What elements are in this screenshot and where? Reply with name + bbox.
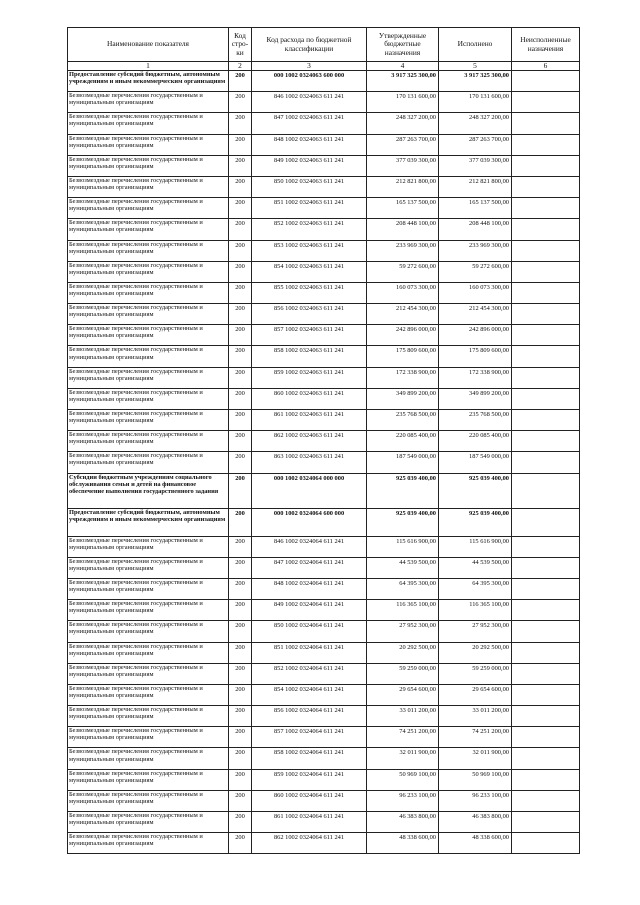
table-row xyxy=(68,769,580,790)
table-row xyxy=(68,71,580,92)
table-row xyxy=(68,176,580,197)
table-row xyxy=(68,325,580,346)
row-approved-cell: 50 969 100,00 xyxy=(367,769,439,790)
row-name-cell: Безвозмездные перечисления государственным и муниципальным организациям xyxy=(68,748,229,769)
row-executed-cell: 20 292 500,00 xyxy=(439,642,512,663)
row-executed-cell: 3 917 325 300,00 xyxy=(439,71,512,92)
table-row xyxy=(68,578,580,599)
row-executed-cell: 233 969 300,00 xyxy=(439,240,512,261)
row-kbk-cell: 858 1002 0324064 611 241 xyxy=(252,748,367,769)
row-code-cell: 200 xyxy=(229,473,252,508)
column-number: 5 xyxy=(439,62,512,71)
row-approved-cell: 242 896 000,00 xyxy=(367,325,439,346)
table-row xyxy=(68,240,580,261)
row-executed-cell: 48 338 600,00 xyxy=(439,833,512,854)
row-unexecuted-cell xyxy=(512,600,580,621)
row-executed-cell: 165 137 500,00 xyxy=(439,198,512,219)
row-approved-cell: 20 292 500,00 xyxy=(367,642,439,663)
row-unexecuted-cell xyxy=(512,71,580,92)
row-kbk-cell: 848 1002 0324064 611 241 xyxy=(252,578,367,599)
row-unexecuted-cell xyxy=(512,198,580,219)
report-page xyxy=(67,27,579,854)
table-row xyxy=(68,473,580,508)
table-row xyxy=(68,812,580,833)
row-code-cell: 200 xyxy=(229,642,252,663)
row-name-cell: Безвозмездные перечисления государственным и муниципальным организациям xyxy=(68,92,229,113)
row-code-cell: 200 xyxy=(229,600,252,621)
row-approved-cell: 59 259 000,00 xyxy=(367,663,439,684)
row-code-cell: 200 xyxy=(229,536,252,557)
row-unexecuted-cell xyxy=(512,261,580,282)
row-code-cell: 200 xyxy=(229,71,252,92)
row-code-cell: 200 xyxy=(229,578,252,599)
row-approved-cell: 212 454 300,00 xyxy=(367,304,439,325)
table-row xyxy=(68,219,580,240)
row-name-cell: Безвозмездные перечисления государственным и муниципальным организациям xyxy=(68,684,229,705)
row-name-cell: Безвозмездные перечисления государственным и муниципальным организациям xyxy=(68,113,229,134)
table-row xyxy=(68,282,580,303)
row-code-cell: 200 xyxy=(229,410,252,431)
row-unexecuted-cell xyxy=(512,748,580,769)
row-unexecuted-cell xyxy=(512,663,580,684)
column-number: 2 xyxy=(229,62,252,71)
header-kbk: Код расхода по бюджетной классификации xyxy=(252,28,367,62)
row-name-cell: Безвозмездные перечисления государственным и муниципальным организациям xyxy=(68,621,229,642)
row-approved-cell: 170 131 600,00 xyxy=(367,92,439,113)
column-number: 6 xyxy=(512,62,580,71)
row-executed-cell: 96 233 100,00 xyxy=(439,790,512,811)
row-kbk-cell: 859 1002 0324063 611 241 xyxy=(252,367,367,388)
row-unexecuted-cell xyxy=(512,219,580,240)
row-kbk-cell: 858 1002 0324063 611 241 xyxy=(252,346,367,367)
table-row xyxy=(68,198,580,219)
row-name-cell: Безвозмездные перечисления государственным и муниципальным организациям xyxy=(68,176,229,197)
row-kbk-cell: 851 1002 0324063 611 241 xyxy=(252,198,367,219)
row-unexecuted-cell xyxy=(512,346,580,367)
row-approved-cell: 165 137 500,00 xyxy=(367,198,439,219)
table-row xyxy=(68,261,580,282)
row-kbk-cell: 849 1002 0324064 611 241 xyxy=(252,600,367,621)
row-unexecuted-cell xyxy=(512,113,580,134)
budget-execution-table xyxy=(67,27,580,854)
table-row xyxy=(68,748,580,769)
row-name-cell: Безвозмездные перечисления государственным и муниципальным организациям xyxy=(68,663,229,684)
row-code-cell: 200 xyxy=(229,621,252,642)
row-approved-cell: 96 233 100,00 xyxy=(367,790,439,811)
row-name-cell: Субсидии бюджетным учреждениям социального обслуживания семьи и детей на финансовое обеспечение выполнения государственного задания xyxy=(68,473,229,508)
row-executed-cell: 44 539 500,00 xyxy=(439,557,512,578)
header-approved: Утвержденные бюджетные назначения xyxy=(367,28,439,62)
row-executed-cell: 248 327 200,00 xyxy=(439,113,512,134)
row-code-cell: 200 xyxy=(229,176,252,197)
row-code-cell: 200 xyxy=(229,92,252,113)
row-unexecuted-cell xyxy=(512,684,580,705)
row-code-cell: 200 xyxy=(229,812,252,833)
row-unexecuted-cell xyxy=(512,325,580,346)
row-kbk-cell: 000 1002 0324064 000 000 xyxy=(252,473,367,508)
row-executed-cell: 59 259 000,00 xyxy=(439,663,512,684)
row-code-cell: 200 xyxy=(229,727,252,748)
row-code-cell: 200 xyxy=(229,282,252,303)
row-executed-cell: 925 039 400,00 xyxy=(439,508,512,536)
row-code-cell: 200 xyxy=(229,304,252,325)
row-approved-cell: 248 327 200,00 xyxy=(367,113,439,134)
row-approved-cell: 208 448 100,00 xyxy=(367,219,439,240)
table-row xyxy=(68,663,580,684)
row-kbk-cell: 000 1002 0324064 600 000 xyxy=(252,508,367,536)
row-unexecuted-cell xyxy=(512,155,580,176)
row-executed-cell: 235 768 500,00 xyxy=(439,410,512,431)
table-row xyxy=(68,727,580,748)
row-unexecuted-cell xyxy=(512,769,580,790)
row-kbk-cell: 862 1002 0324064 611 241 xyxy=(252,833,367,854)
row-unexecuted-cell xyxy=(512,706,580,727)
row-name-cell: Безвозмездные перечисления государственным и муниципальным организациям xyxy=(68,578,229,599)
header-code: Код стро-ки xyxy=(229,28,252,62)
row-code-cell: 200 xyxy=(229,155,252,176)
column-number: 1 xyxy=(68,62,229,71)
row-code-cell: 200 xyxy=(229,769,252,790)
row-executed-cell: 160 073 300,00 xyxy=(439,282,512,303)
row-executed-cell: 172 338 900,00 xyxy=(439,367,512,388)
row-executed-cell: 115 616 900,00 xyxy=(439,536,512,557)
row-code-cell: 200 xyxy=(229,748,252,769)
row-unexecuted-cell xyxy=(512,452,580,473)
row-kbk-cell: 850 1002 0324063 611 241 xyxy=(252,176,367,197)
table-row xyxy=(68,600,580,621)
row-approved-cell: 74 251 200,00 xyxy=(367,727,439,748)
row-name-cell: Безвозмездные перечисления государственным и муниципальным организациям xyxy=(68,452,229,473)
row-approved-cell: 377 039 300,00 xyxy=(367,155,439,176)
table-row xyxy=(68,431,580,452)
row-code-cell: 200 xyxy=(229,508,252,536)
table-row xyxy=(68,92,580,113)
row-executed-cell: 32 011 900,00 xyxy=(439,748,512,769)
row-unexecuted-cell xyxy=(512,304,580,325)
row-executed-cell: 59 272 600,00 xyxy=(439,261,512,282)
row-approved-cell: 33 011 200,00 xyxy=(367,706,439,727)
table-row xyxy=(68,346,580,367)
row-approved-cell: 48 338 600,00 xyxy=(367,833,439,854)
row-approved-cell: 3 917 325 300,00 xyxy=(367,71,439,92)
row-name-cell: Безвозмездные перечисления государственным и муниципальным организациям xyxy=(68,367,229,388)
row-name-cell: Предоставление субсидий бюджетным, автономным учреждениям и иным некоммерческим организациям xyxy=(68,71,229,92)
row-approved-cell: 160 073 300,00 xyxy=(367,282,439,303)
row-name-cell: Безвозмездные перечисления государственным и муниципальным организациям xyxy=(68,134,229,155)
row-kbk-cell: 860 1002 0324064 611 241 xyxy=(252,790,367,811)
row-kbk-cell: 856 1002 0324064 611 241 xyxy=(252,706,367,727)
row-executed-cell: 212 454 300,00 xyxy=(439,304,512,325)
row-unexecuted-cell xyxy=(512,727,580,748)
row-name-cell: Безвозмездные перечисления государственным и муниципальным организациям xyxy=(68,812,229,833)
table-row xyxy=(68,508,580,536)
row-code-cell: 200 xyxy=(229,134,252,155)
row-name-cell: Безвозмездные перечисления государственным и муниципальным организациям xyxy=(68,240,229,261)
row-approved-cell: 287 263 700,00 xyxy=(367,134,439,155)
table-row xyxy=(68,410,580,431)
row-name-cell: Безвозмездные перечисления государственным и муниципальным организациям xyxy=(68,833,229,854)
row-name-cell: Предоставление субсидий бюджетным, автономным учреждениям и иным некоммерческим организациям xyxy=(68,508,229,536)
row-kbk-cell: 847 1002 0324064 611 241 xyxy=(252,557,367,578)
row-code-cell: 200 xyxy=(229,113,252,134)
row-name-cell: Безвозмездные перечисления государственным и муниципальным организациям xyxy=(68,304,229,325)
row-executed-cell: 175 809 600,00 xyxy=(439,346,512,367)
row-name-cell: Безвозмездные перечисления государственным и муниципальным организациям xyxy=(68,155,229,176)
row-executed-cell: 64 395 300,00 xyxy=(439,578,512,599)
row-unexecuted-cell xyxy=(512,557,580,578)
row-code-cell: 200 xyxy=(229,346,252,367)
table-row xyxy=(68,642,580,663)
row-code-cell: 200 xyxy=(229,261,252,282)
row-approved-cell: 212 821 800,00 xyxy=(367,176,439,197)
row-approved-cell: 235 768 500,00 xyxy=(367,410,439,431)
row-approved-cell: 172 338 900,00 xyxy=(367,367,439,388)
row-approved-cell: 46 383 800,00 xyxy=(367,812,439,833)
row-kbk-cell: 846 1002 0324064 611 241 xyxy=(252,536,367,557)
row-kbk-cell: 856 1002 0324063 611 241 xyxy=(252,304,367,325)
row-unexecuted-cell xyxy=(512,282,580,303)
row-approved-cell: 925 039 400,00 xyxy=(367,473,439,508)
row-name-cell: Безвозмездные перечисления государственным и муниципальным организациям xyxy=(68,536,229,557)
row-name-cell: Безвозмездные перечисления государственным и муниципальным организациям xyxy=(68,727,229,748)
row-kbk-cell: 861 1002 0324064 611 241 xyxy=(252,812,367,833)
row-unexecuted-cell xyxy=(512,92,580,113)
row-unexecuted-cell xyxy=(512,578,580,599)
row-executed-cell: 74 251 200,00 xyxy=(439,727,512,748)
table-row xyxy=(68,536,580,557)
row-code-cell: 200 xyxy=(229,452,252,473)
row-approved-cell: 27 952 300,00 xyxy=(367,621,439,642)
row-name-cell: Безвозмездные перечисления государственным и муниципальным организациям xyxy=(68,642,229,663)
row-kbk-cell: 859 1002 0324064 611 241 xyxy=(252,769,367,790)
row-kbk-cell: 861 1002 0324063 611 241 xyxy=(252,410,367,431)
row-kbk-cell: 848 1002 0324063 611 241 xyxy=(252,134,367,155)
row-executed-cell: 50 969 100,00 xyxy=(439,769,512,790)
row-code-cell: 200 xyxy=(229,706,252,727)
row-unexecuted-cell xyxy=(512,410,580,431)
row-executed-cell: 170 131 600,00 xyxy=(439,92,512,113)
row-unexecuted-cell xyxy=(512,508,580,536)
row-name-cell: Безвозмездные перечисления государственным и муниципальным организациям xyxy=(68,282,229,303)
row-approved-cell: 925 039 400,00 xyxy=(367,508,439,536)
row-name-cell: Безвозмездные перечисления государственным и муниципальным организациям xyxy=(68,325,229,346)
row-executed-cell: 116 365 100,00 xyxy=(439,600,512,621)
row-executed-cell: 208 448 100,00 xyxy=(439,219,512,240)
row-executed-cell: 220 085 400,00 xyxy=(439,431,512,452)
row-approved-cell: 187 549 000,00 xyxy=(367,452,439,473)
row-name-cell: Безвозмездные перечисления государственным и муниципальным организациям xyxy=(68,431,229,452)
row-kbk-cell: 854 1002 0324064 611 241 xyxy=(252,684,367,705)
row-unexecuted-cell xyxy=(512,367,580,388)
row-unexecuted-cell xyxy=(512,388,580,409)
table-row xyxy=(68,833,580,854)
row-approved-cell: 64 395 300,00 xyxy=(367,578,439,599)
row-code-cell: 200 xyxy=(229,240,252,261)
row-name-cell: Безвозмездные перечисления государственным и муниципальным организациям xyxy=(68,198,229,219)
row-approved-cell: 115 616 900,00 xyxy=(367,536,439,557)
row-kbk-cell: 000 1002 0324063 600 000 xyxy=(252,71,367,92)
row-kbk-cell: 853 1002 0324063 611 241 xyxy=(252,240,367,261)
table-row xyxy=(68,557,580,578)
row-executed-cell: 46 383 800,00 xyxy=(439,812,512,833)
row-code-cell: 200 xyxy=(229,684,252,705)
row-unexecuted-cell xyxy=(512,536,580,557)
row-kbk-cell: 855 1002 0324063 611 241 xyxy=(252,282,367,303)
row-kbk-cell: 852 1002 0324064 611 241 xyxy=(252,663,367,684)
column-number-row xyxy=(68,62,580,71)
column-number: 3 xyxy=(252,62,367,71)
row-code-cell: 200 xyxy=(229,431,252,452)
row-approved-cell: 349 899 200,00 xyxy=(367,388,439,409)
row-name-cell: Безвозмездные перечисления государственным и муниципальным организациям xyxy=(68,769,229,790)
row-approved-cell: 220 085 400,00 xyxy=(367,431,439,452)
row-code-cell: 200 xyxy=(229,663,252,684)
row-name-cell: Безвозмездные перечисления государственным и муниципальным организациям xyxy=(68,388,229,409)
header-executed: Исполнено xyxy=(439,28,512,62)
row-name-cell: Безвозмездные перечисления государственным и муниципальным организациям xyxy=(68,346,229,367)
row-unexecuted-cell xyxy=(512,833,580,854)
row-kbk-cell: 851 1002 0324064 611 241 xyxy=(252,642,367,663)
table-header-row xyxy=(68,28,580,62)
row-name-cell: Безвозмездные перечисления государственным и муниципальным организациям xyxy=(68,790,229,811)
header-unexecuted: Неисполненные назначения xyxy=(512,28,580,62)
row-kbk-cell: 849 1002 0324063 611 241 xyxy=(252,155,367,176)
row-executed-cell: 377 039 300,00 xyxy=(439,155,512,176)
row-code-cell: 200 xyxy=(229,198,252,219)
table-row xyxy=(68,790,580,811)
row-executed-cell: 212 821 800,00 xyxy=(439,176,512,197)
row-approved-cell: 175 809 600,00 xyxy=(367,346,439,367)
table-row xyxy=(68,452,580,473)
row-executed-cell: 29 654 600,00 xyxy=(439,684,512,705)
row-kbk-cell: 857 1002 0324064 611 241 xyxy=(252,727,367,748)
row-unexecuted-cell xyxy=(512,812,580,833)
row-code-cell: 200 xyxy=(229,325,252,346)
row-executed-cell: 242 896 000,00 xyxy=(439,325,512,346)
row-unexecuted-cell xyxy=(512,134,580,155)
row-approved-cell: 116 365 100,00 xyxy=(367,600,439,621)
table-row xyxy=(68,388,580,409)
row-kbk-cell: 862 1002 0324063 611 241 xyxy=(252,431,367,452)
row-executed-cell: 349 899 200,00 xyxy=(439,388,512,409)
table-row xyxy=(68,684,580,705)
table-row xyxy=(68,304,580,325)
row-unexecuted-cell xyxy=(512,176,580,197)
row-code-cell: 200 xyxy=(229,367,252,388)
row-kbk-cell: 863 1002 0324063 611 241 xyxy=(252,452,367,473)
header-name: Наименование показателя xyxy=(68,28,229,62)
row-code-cell: 200 xyxy=(229,388,252,409)
row-unexecuted-cell xyxy=(512,240,580,261)
row-code-cell: 200 xyxy=(229,833,252,854)
row-unexecuted-cell xyxy=(512,431,580,452)
row-kbk-cell: 846 1002 0324063 611 241 xyxy=(252,92,367,113)
row-code-cell: 200 xyxy=(229,557,252,578)
row-kbk-cell: 850 1002 0324064 611 241 xyxy=(252,621,367,642)
row-unexecuted-cell xyxy=(512,621,580,642)
row-kbk-cell: 854 1002 0324063 611 241 xyxy=(252,261,367,282)
row-name-cell: Безвозмездные перечисления государственным и муниципальным организациям xyxy=(68,706,229,727)
table-row xyxy=(68,706,580,727)
table-row xyxy=(68,155,580,176)
row-kbk-cell: 857 1002 0324063 611 241 xyxy=(252,325,367,346)
table-row xyxy=(68,367,580,388)
row-executed-cell: 187 549 000,00 xyxy=(439,452,512,473)
row-unexecuted-cell xyxy=(512,790,580,811)
row-kbk-cell: 852 1002 0324063 611 241 xyxy=(252,219,367,240)
row-executed-cell: 925 039 400,00 xyxy=(439,473,512,508)
row-executed-cell: 287 263 700,00 xyxy=(439,134,512,155)
row-executed-cell: 27 952 300,00 xyxy=(439,621,512,642)
table-row xyxy=(68,113,580,134)
row-approved-cell: 44 539 500,00 xyxy=(367,557,439,578)
row-approved-cell: 59 272 600,00 xyxy=(367,261,439,282)
row-code-cell: 200 xyxy=(229,219,252,240)
table-body xyxy=(68,71,580,854)
row-name-cell: Безвозмездные перечисления государственным и муниципальным организациям xyxy=(68,261,229,282)
row-approved-cell: 233 969 300,00 xyxy=(367,240,439,261)
row-approved-cell: 29 654 600,00 xyxy=(367,684,439,705)
table-row xyxy=(68,134,580,155)
row-code-cell: 200 xyxy=(229,790,252,811)
row-executed-cell: 33 011 200,00 xyxy=(439,706,512,727)
row-unexecuted-cell xyxy=(512,473,580,508)
row-name-cell: Безвозмездные перечисления государственным и муниципальным организациям xyxy=(68,557,229,578)
row-name-cell: Безвозмездные перечисления государственным и муниципальным организациям xyxy=(68,219,229,240)
row-name-cell: Безвозмездные перечисления государственным и муниципальным организациям xyxy=(68,600,229,621)
row-kbk-cell: 860 1002 0324063 611 241 xyxy=(252,388,367,409)
row-kbk-cell: 847 1002 0324063 611 241 xyxy=(252,113,367,134)
row-approved-cell: 32 011 900,00 xyxy=(367,748,439,769)
table-row xyxy=(68,621,580,642)
row-name-cell: Безвозмездные перечисления государственным и муниципальным организациям xyxy=(68,410,229,431)
row-unexecuted-cell xyxy=(512,642,580,663)
column-number: 4 xyxy=(367,62,439,71)
